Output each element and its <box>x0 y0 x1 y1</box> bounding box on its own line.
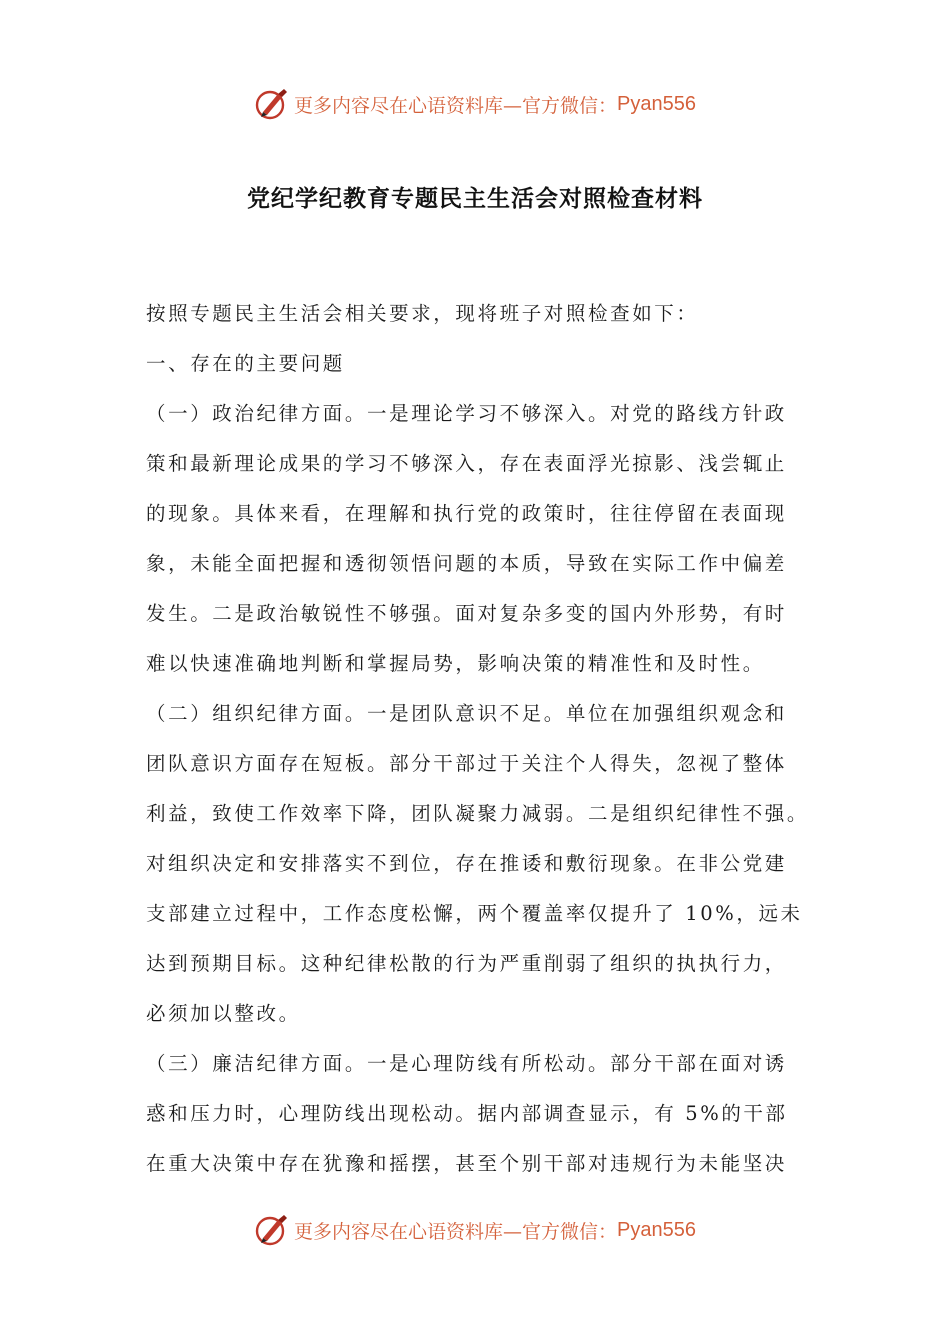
text-line: 难以快速准确地判断和掌握局势，影响决策的精准性和及时性。 <box>146 652 765 675</box>
text-line: （一）政治纪律方面。一是理论学习不够深入。对党的路线方针政 <box>146 402 787 425</box>
section-heading: 一、存在的主要问题 <box>146 352 345 375</box>
document-body <box>146 292 826 1192</box>
watermark-wechat-id: Pyan556 <box>617 1218 696 1241</box>
watermark-wechat-label: 官方微信： <box>522 94 618 117</box>
watermark-banner-top <box>0 84 950 124</box>
text-line: 的现象。具体来看，在理解和执行党的政策时，往往停留在表面现 <box>146 502 787 525</box>
watermark-wechat-id: Pyan556 <box>617 92 696 115</box>
text-line: 惑和压力时，心理防线出现松动。据内部调查显示，有 5%的干部 <box>146 1102 788 1125</box>
watermark-wechat-label: 官方微信： <box>522 1220 618 1243</box>
watermark-banner-bottom <box>0 1210 950 1250</box>
watermark-text: 更多内容尽在心语资料库— <box>294 1220 523 1243</box>
document-title: 党纪学纪教育专题民主生活会对照检查材料 <box>247 186 703 212</box>
text-line: （三）廉洁纪律方面。一是心理防线有所松动。部分干部在面对诱 <box>146 1052 787 1075</box>
text-line: 必须加以整改。 <box>146 1002 301 1025</box>
text-line: 达到预期目标。这种纪律松散的行为严重削弱了组织的执执行力， <box>146 952 787 975</box>
text-line: 团队意识方面存在短板。部分干部过于关注个人得失，忽视了整体 <box>146 752 787 775</box>
text-line: （二）组织纪律方面。一是团队意识不足。单位在加强组织观念和 <box>146 702 787 725</box>
text-line: 策和最新理论成果的学习不够深入，存在表面浮光掠影、浅尝辄止 <box>146 452 787 475</box>
text-line: 支部建立过程中，工作态度松懈，两个覆盖率仅提升了 10%，远未 <box>146 902 803 925</box>
text-line: 象，未能全面把握和透彻领悟问题的本质，导致在实际工作中偏差 <box>146 552 787 575</box>
text-line: 发生。二是政治敏锐性不够强。面对复杂多变的国内外形势，有时 <box>146 602 787 625</box>
text-line: 按照专题民主生活会相关要求，现将班子对照检查如下： <box>146 302 699 325</box>
pen-logo-icon <box>254 1212 290 1248</box>
pen-logo-icon <box>254 86 290 122</box>
text-line: 对组织决定和安排落实不到位，存在推诿和敷衍现象。在非公党建 <box>146 852 787 875</box>
text-line: 在重大决策中存在犹豫和摇摆，甚至个别干部对违规行为未能坚决 <box>146 1152 787 1175</box>
watermark-text: 更多内容尽在心语资料库— <box>294 94 523 117</box>
text-line: 利益，致使工作效率下降，团队凝聚力减弱。二是组织纪律性不强。 <box>146 802 810 825</box>
